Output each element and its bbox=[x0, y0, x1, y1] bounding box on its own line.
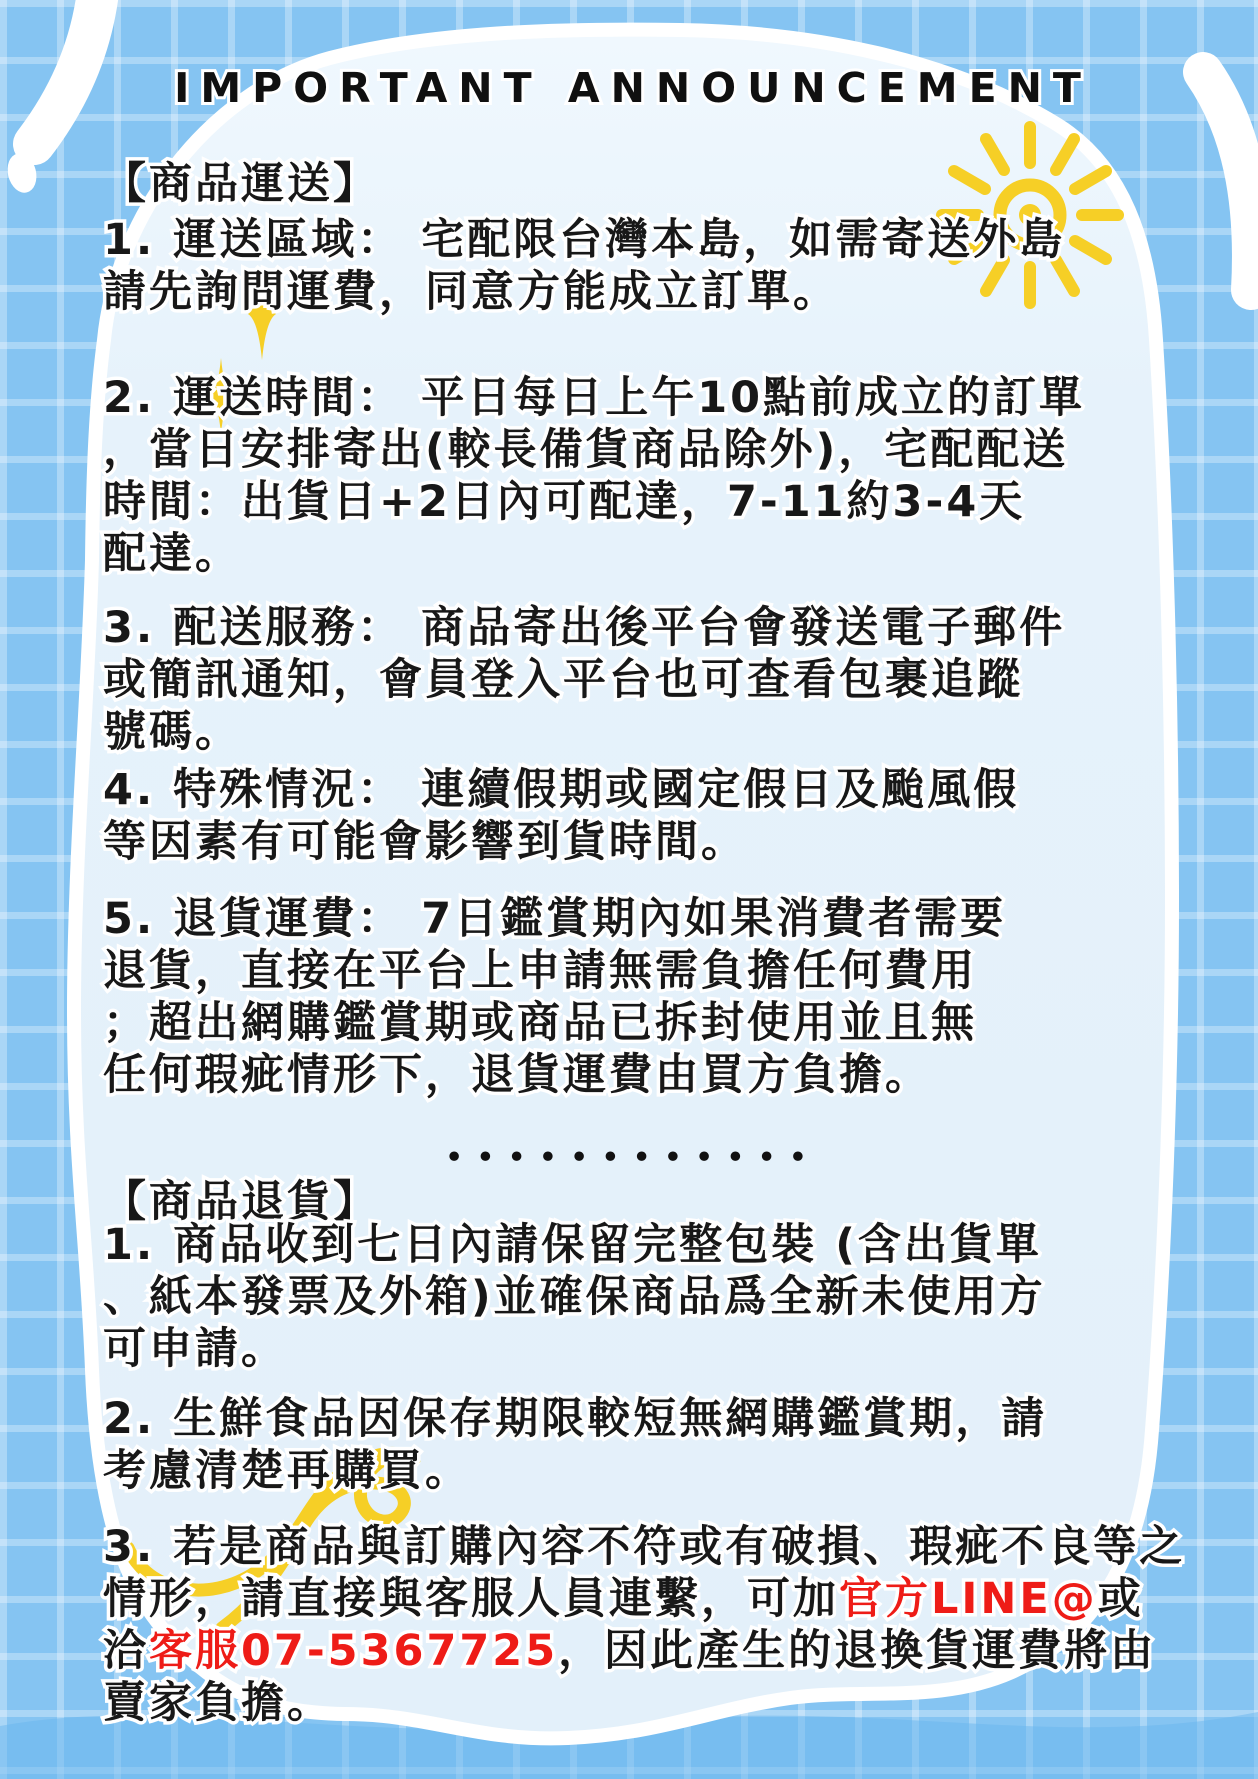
policy-line: ；超出網購鑑賞期或商品已拆封使用並且無 bbox=[103, 998, 977, 1048]
shipping-item-1 bbox=[103, 214, 1163, 318]
returns-item-1 bbox=[103, 1219, 1163, 1375]
official-line-highlight: 官方LINE@ bbox=[839, 1574, 1098, 1624]
policy-line: 5. 退貨運費： 7日鑑賞期內如果消費者需要 bbox=[103, 894, 1007, 944]
policy-line: 1. 運送區域： 宅配限台灣本島，如需寄送外島 bbox=[103, 215, 1066, 265]
policy-line: 1. 商品收到七日內請保留完整包裝 (含出貨單 bbox=[103, 1220, 1042, 1270]
policy-line: 配達。 bbox=[103, 529, 241, 579]
shipping-item-5 bbox=[103, 893, 1163, 1101]
policy-line: 3. 配送服務： 商品寄出後平台會發送電子郵件 bbox=[103, 603, 1066, 653]
policy-text: ，因此產生的退換貨運費將由 bbox=[558, 1626, 1157, 1676]
policy-line: 賣家負擔。 bbox=[103, 1678, 333, 1728]
policy-line: 任何瑕疵情形下，退貨運費由買方負擔。 bbox=[103, 1050, 931, 1100]
shipping-item-3 bbox=[103, 602, 1163, 758]
policy-line bbox=[103, 1573, 1163, 1625]
policy-line: 號碼。 bbox=[103, 707, 241, 757]
policy-line: 、紙本發票及外箱)並確保商品爲全新未使用方 bbox=[103, 1272, 1046, 1322]
policy-line: 4. 特殊情況： 連續假期或國定假日及颱風假 bbox=[103, 765, 1020, 815]
policy-line: 可申請。 bbox=[103, 1324, 287, 1374]
policy-line: 3. 若是商品與訂購內容不符或有破損、瑕疵不良等之 bbox=[103, 1522, 1186, 1572]
policy-line: 或簡訊通知，會員登入平台也可查看包裹追蹤 bbox=[103, 655, 1023, 705]
section-header-returns: 【商品退貨】 bbox=[103, 1177, 379, 1227]
returns-item-3 bbox=[103, 1521, 1186, 1729]
policy-line: 考慮清楚再購買。 bbox=[103, 1446, 471, 1496]
policy-line: 時間：出貨日+2日內可配達，7-11約3-4天 bbox=[103, 477, 1026, 527]
shipping-item-4 bbox=[103, 764, 1163, 868]
dotted-separator: •••••••••••• bbox=[445, 1142, 821, 1173]
policy-line bbox=[103, 1625, 1163, 1677]
policy-line: 2. 運送時間： 平日每日上午10點前成立的訂單 bbox=[103, 373, 1086, 423]
returns-item-2 bbox=[103, 1393, 1163, 1497]
policy-line: 退貨，直接在平台上申請無需負擔任何費用 bbox=[103, 946, 977, 996]
shipping-item-2 bbox=[103, 372, 1163, 580]
policy-text: 或 bbox=[1097, 1574, 1144, 1624]
page-title: IMPORTANT ANNOUNCEMENT bbox=[174, 64, 1092, 112]
policy-line: 請先詢問運費，同意方能成立訂單。 bbox=[103, 267, 839, 317]
policy-line: 2. 生鮮食品因保存期限較短無網購鑑賞期，請 bbox=[103, 1394, 1048, 1444]
policy-text: 洽 bbox=[103, 1626, 149, 1676]
policy-line: ，當日安排寄出(較長備貨商品除外)，宅配配送 bbox=[103, 425, 1069, 475]
section-header-shipping: 【商品運送】 bbox=[103, 159, 379, 209]
service-phone-highlight: 客服07-5367725 bbox=[149, 1626, 559, 1676]
policy-line: 等因素有可能會影響到貨時間。 bbox=[103, 817, 747, 867]
policy-text: 情形，請直接與客服人員連繫，可加 bbox=[103, 1574, 839, 1624]
